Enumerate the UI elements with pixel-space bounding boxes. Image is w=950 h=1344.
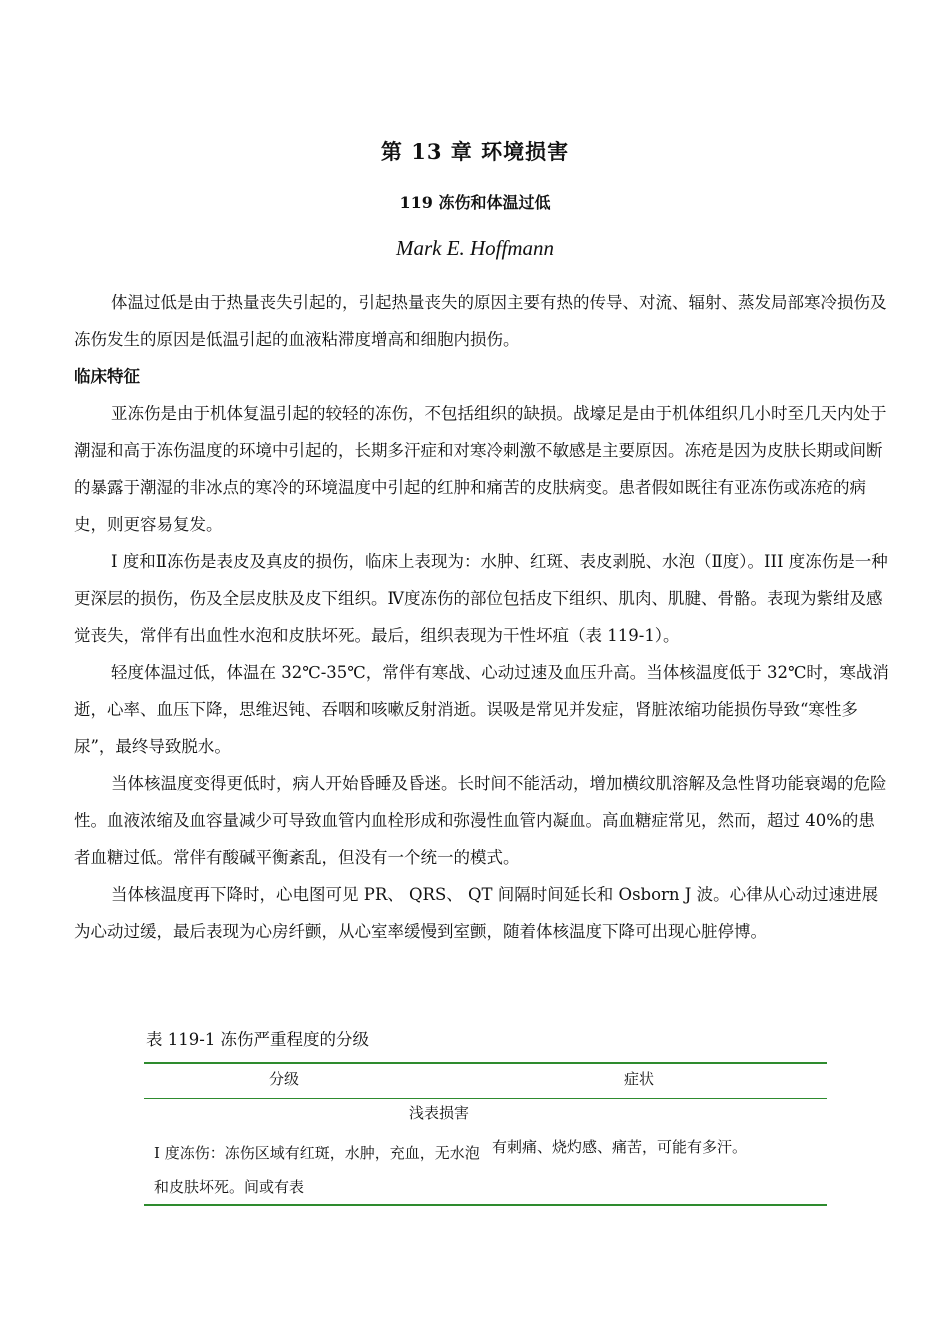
table-top-rule bbox=[144, 1062, 827, 1064]
author-name: Mark E. Hoffmann bbox=[395, 236, 555, 260]
paragraph-frostbite-degrees: Ⅰ 度和Ⅱ冻伤是表皮及真皮的损伤，临床上表现为：水肿、红斑、表皮剥脱、水泡（Ⅱ度）。III 度冻伤是一种更深层的损伤，伤及全层皮肤及皮下组织。Ⅳ度冻伤的部位包括皮下组织、肌肉、肌腱、骨骼。表现为紫绀及感觉丧失，常伴有出血性水泡和皮肤坏死。最后，组织表现为干性坏疽（表 119-1）。 bbox=[74, 552, 888, 645]
paragraph-ecg: 当体核温度再下降时，心电图可见 PR、 QRS、 QT 间隔时间延长和 Osborn J 波。心律从心动过速进展为心动过缓，最后表现为心房纤颤，从心室率缓慢到室颤，随着体核温度下降可出现心脏停博。 bbox=[74, 885, 879, 941]
table-cell-grade: Ⅰ 度冻伤：冻伤区域有红斑，水肿，充血，无水泡和皮肤坏死。间或有表 bbox=[154, 1144, 480, 1196]
body-text bbox=[74, 284, 890, 950]
chapter-title: 第 13 章 环境损害 bbox=[380, 139, 570, 164]
section-title: 119 冻伤和体温过低 bbox=[399, 193, 551, 212]
table-group-label: 浅表损害 bbox=[408, 1104, 469, 1122]
table-caption: 表 119-1 冻伤严重程度的分级 bbox=[146, 1030, 370, 1049]
heading-clinical-features: 临床特征 bbox=[74, 367, 140, 386]
table-header-rule bbox=[144, 1098, 827, 1099]
paragraph-mild-hypothermia: 轻度体温过低，体温在 32℃-35℃，常伴有寒战、心动过速及血压升高。当体核温度低于 32℃时，寒战消逝，心率、血压下降，思维迟钝、吞咽和咳嗽反射消逝。误吸是常见并发症，肾脏浓缩功能损伤导致“寒性多尿”，最终导致脱水。 bbox=[74, 663, 889, 756]
table-header-symptom: 症状 bbox=[623, 1070, 654, 1088]
paragraph-mild-frostbite: 亚冻伤是由于机体复温引起的较轻的冻伤，不包括组织的缺损。战壕足是由于机体组织几小时至几天内处于潮湿和高于冻伤温度的环境中引起的，长期多汗症和对寒冷刺激不敏感是主要原因。冻疮是因为皮肤长期或间断的暴露于潮湿的非冰点的寒冷的环境温度中引起的红肿和痛苦的皮肤病变。患者假如既往有亚冻伤或冻疮的病史，则更容易复发。 bbox=[74, 404, 887, 534]
table-cell-symptom: 有刺痛、烧灼感、痛苦，可能有多汗。 bbox=[492, 1138, 748, 1156]
paragraph-lower-temperature: 当体核温度变得更低时，病人开始昏睡及昏迷。长时间不能活动，增加横纹肌溶解及急性肾功能衰竭的危险性。血液浓缩及血容量减少可导致血管内血栓形成和弥漫性血管内凝血。高血糖症常见，然而，超过 40%的患者血糖过低。常伴有酸碱平衡紊乱，但没有一个统一的模式。 bbox=[74, 774, 887, 867]
table-header-grade: 分级 bbox=[268, 1070, 299, 1088]
paragraph-intro: 体温过低是由于热量丧失引起的，引起热量丧失的原因主要有热的传导、对流、辐射、蒸发局部寒冷损伤及冻伤发生的原因是低温引起的血液粘滞度增高和细胞内损伤。 bbox=[74, 293, 887, 349]
table-bottom-rule bbox=[144, 1204, 827, 1206]
